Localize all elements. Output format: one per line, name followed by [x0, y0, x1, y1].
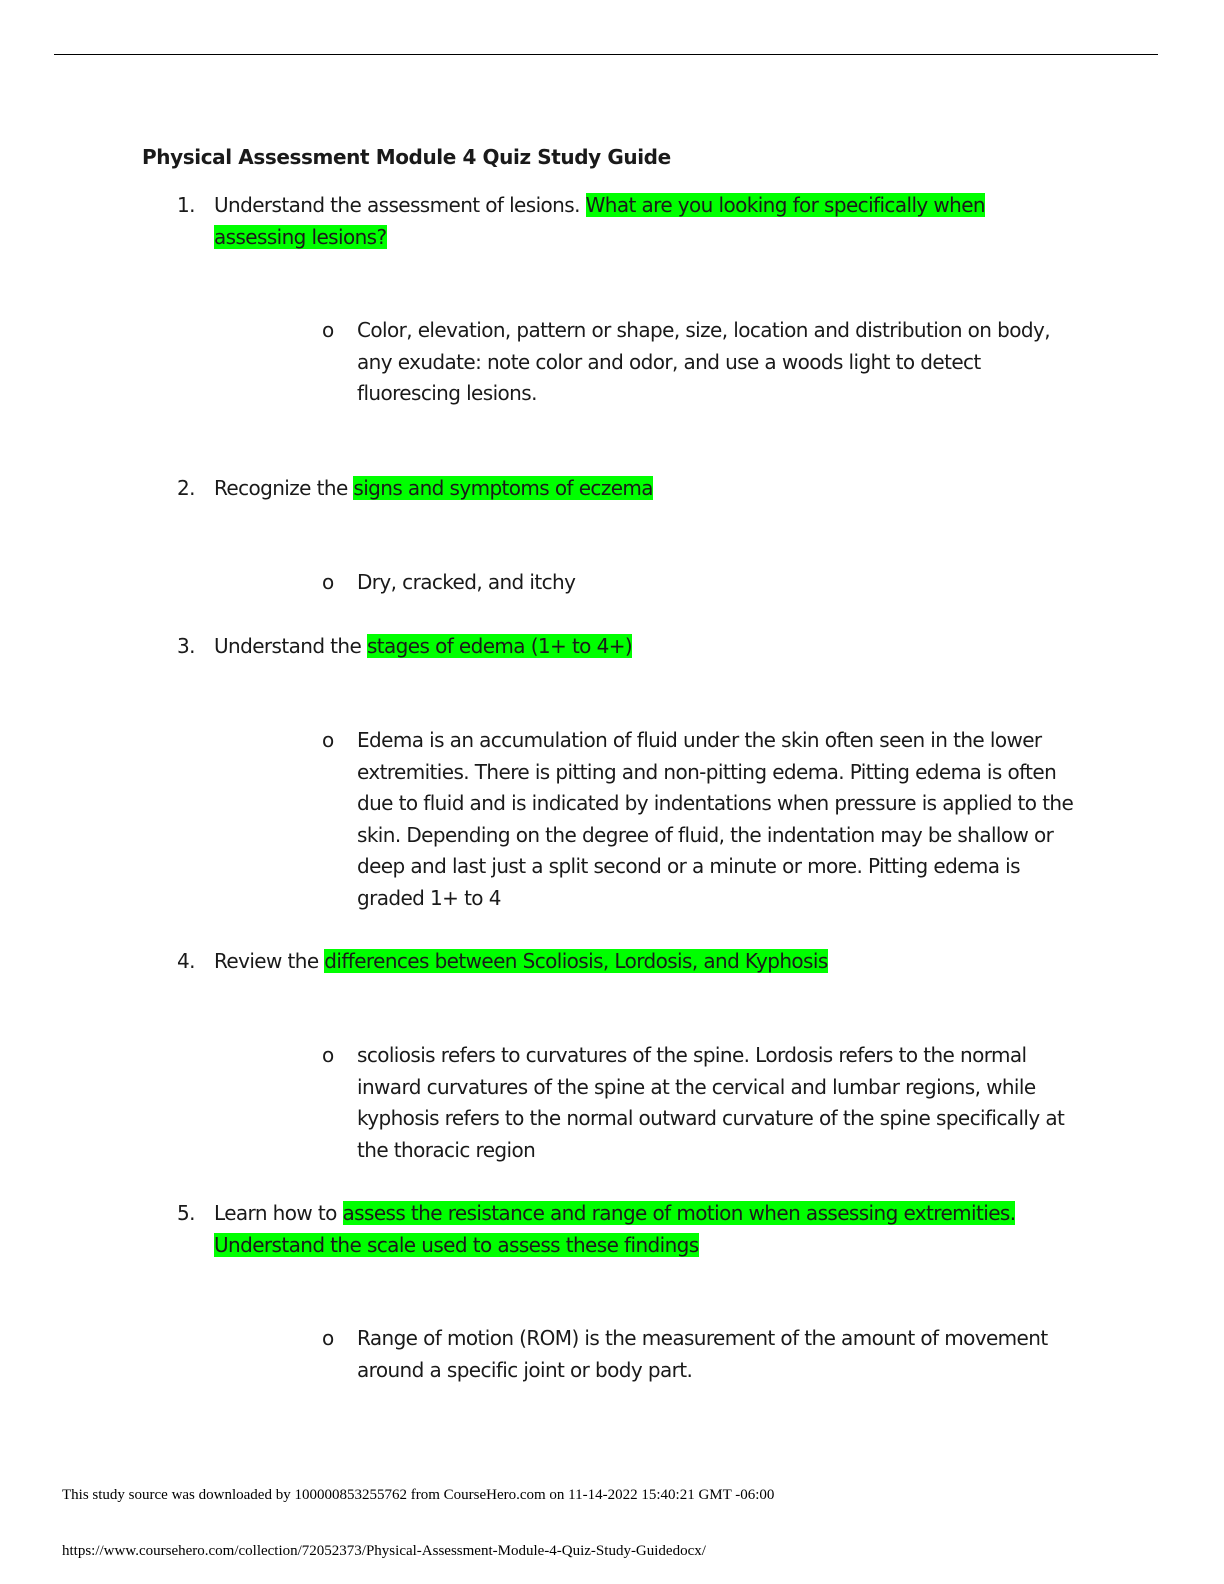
question-1	[177, 189, 1074, 253]
answer-text: Range of motion (ROM) is the measurement of the amount of movement around a specific joint or body part.	[357, 1326, 1048, 1382]
highlighted-text: differences between Scoliosis, Lordosis, and Kyphosis	[324, 949, 828, 973]
question-text: Review the	[214, 949, 325, 973]
answer-5	[322, 1323, 1087, 1386]
question-number: 5.	[177, 1201, 195, 1225]
highlighted-text: What are you looking for specifically when assessing lesions?	[214, 193, 986, 249]
source-note: This study source was downloaded by 100000853255762 from CourseHero.com on 11-14-2022 15:40:21 GMT -06:00	[62, 1487, 775, 1503]
highlighted-text: signs and symptoms of eczema	[353, 476, 653, 500]
answer-2	[322, 567, 1087, 599]
answer-text: Dry, cracked, and itchy	[357, 570, 576, 594]
answer-text: Edema is an accumulation of fluid under the skin often seen in the lower extremities. There is pitting and non-pitting edema. Pitting edema is often due to fluid and is indicated by indentations when pressure is applied to the skin. Depending on the degree of fluid, the indentation may be shallow or deep and last just a split second or a minute or more. Pitting edema is graded 1+ to 4	[357, 728, 1074, 910]
question-number: 1.	[177, 193, 195, 217]
bullet-marker: o	[322, 570, 334, 594]
bullet-marker: o	[322, 318, 334, 342]
question-number: 2.	[177, 476, 195, 500]
question-number: 4.	[177, 949, 195, 973]
question-5	[177, 1197, 1074, 1261]
highlighted-text: assess the resistance and range of motion when assessing extremities. Understand the scale used to assess these findings	[214, 1201, 1016, 1257]
question-text: Learn how to	[214, 1201, 343, 1225]
question-4	[177, 945, 1074, 977]
source-url-link[interactable]: https://www.coursehero.com/collection/72052373/Physical-Assessment-Module-4-Quiz-Study-Guidedocx/	[62, 1543, 706, 1559]
answer-4	[322, 1040, 1087, 1166]
highlighted-text: stages of edema (1+ to 4+)	[366, 634, 633, 658]
answer-text: Color, elevation, pattern or shape, size, location and distribution on body, any exudate: note color and odor, and use a woods light to detect fluorescing lesions.	[357, 318, 1050, 405]
bullet-marker: o	[322, 1043, 334, 1067]
question-number: 3.	[177, 634, 195, 658]
question-text: Recognize the	[214, 476, 354, 500]
question-3	[177, 630, 1074, 662]
question-text: Understand the assessment of lesions.	[214, 193, 586, 217]
answer-1	[322, 315, 1087, 410]
answer-text: scoliosis refers to curvatures of the spine. Lordosis refers to the normal inward curvatures of the spine at the cervical and lumbar regions, while kyphosis refers to the normal outward curvature of the spine specifically at the thoracic region	[357, 1043, 1065, 1162]
header-rule	[54, 54, 1158, 55]
document-title: Physical Assessment Module 4 Quiz Study Guide	[142, 145, 671, 169]
question-2	[177, 472, 1074, 504]
bullet-marker: o	[322, 728, 334, 752]
answer-3	[322, 725, 1087, 914]
bullet-marker: o	[322, 1326, 334, 1350]
question-text: Understand the	[214, 634, 367, 658]
